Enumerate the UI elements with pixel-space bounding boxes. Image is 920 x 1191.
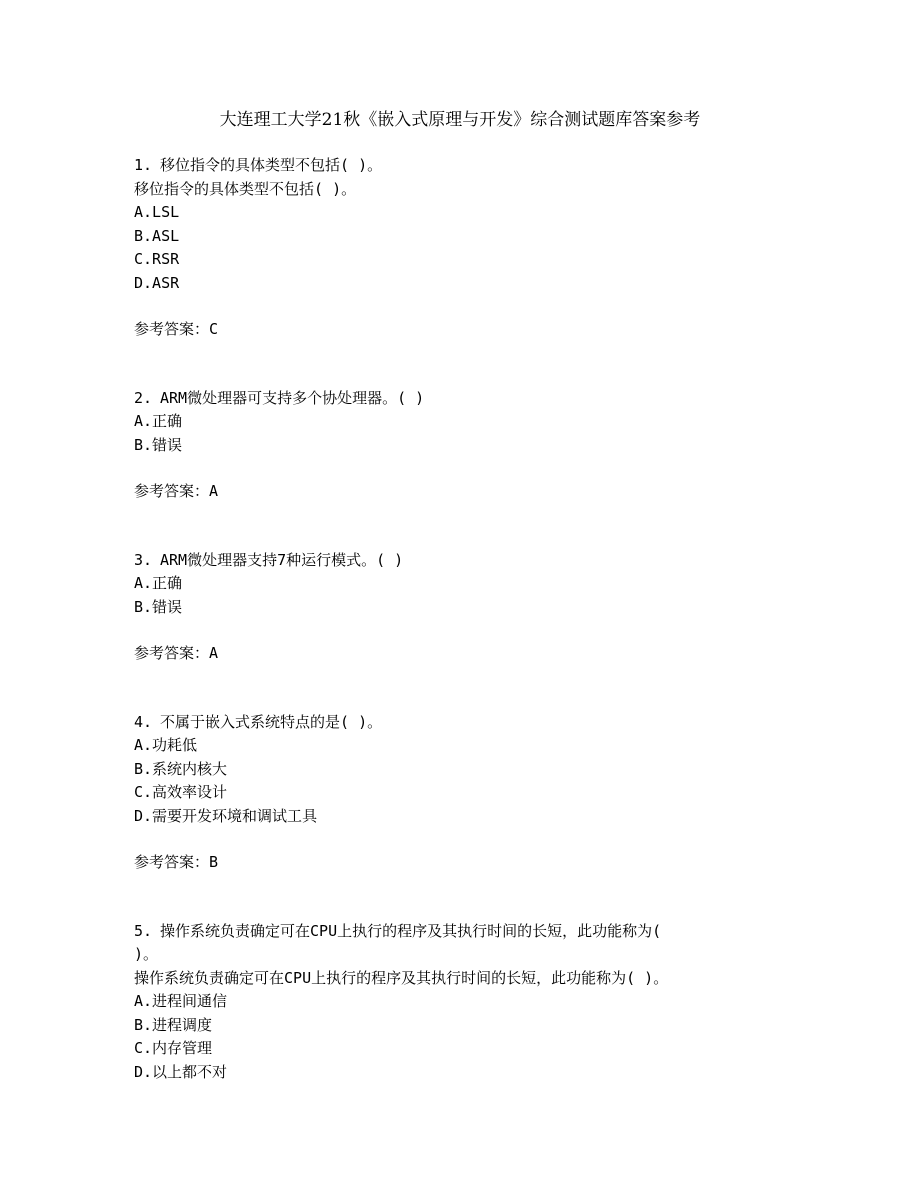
option-c: C.RSR: [134, 250, 180, 268]
option-b: B.ASL: [134, 226, 180, 245]
question-4: [134, 711, 794, 875]
question-text: 操作系统负责确定可在CPU上执行的程序及其执行时间的长短，此功能称为(: [160, 921, 662, 940]
question-list: [134, 154, 794, 1084]
option-a: A.LSL: [134, 203, 180, 221]
option-a: A.正确: [134, 574, 183, 592]
question-number: 3.: [134, 550, 153, 569]
question-stem: [134, 154, 794, 178]
question-3: [134, 549, 794, 666]
question-1: [134, 154, 794, 342]
reference-answer: 参考答案：B: [134, 853, 219, 871]
option-a: A.进程间通信: [134, 992, 228, 1010]
option-a: A.正确: [134, 412, 183, 430]
question-number: 1.: [134, 156, 153, 174]
question-stem: [134, 711, 794, 735]
option-b: B.错误: [134, 435, 183, 454]
question-stem: [134, 549, 794, 573]
option-b: B.进程调度: [134, 1015, 213, 1034]
option-d: D.以上都不对: [134, 1062, 228, 1081]
option-list: [134, 201, 794, 295]
question-5: [134, 920, 794, 1085]
question-restatement: 操作系统负责确定可在CPU上执行的程序及其执行时间的长短，此功能称为( )。: [134, 968, 669, 987]
reference-answer: 参考答案：A: [134, 482, 219, 500]
option-c: C.高效率设计: [134, 783, 228, 801]
question-restatement: 移位指令的具体类型不包括( )。: [134, 179, 357, 198]
reference-answer: 参考答案：A: [134, 644, 219, 662]
document-title: 大连理工大学21秋《嵌入式原理与开发》综合测试题库答案参考: [219, 110, 701, 130]
option-b: B.系统内核大: [134, 759, 228, 778]
question-text: 移位指令的具体类型不包括( )。: [160, 156, 383, 174]
question-2: [134, 387, 794, 504]
option-d: D.需要开发环境和调试工具: [134, 806, 318, 825]
question-text: 不属于嵌入式系统特点的是( )。: [160, 712, 383, 731]
option-list: [134, 990, 794, 1084]
question-text: ARM微处理器可支持多个协处理器。( ): [160, 388, 425, 407]
reference-answer: 参考答案：C: [134, 320, 219, 338]
question-number: 2.: [134, 388, 153, 407]
question-number: 5.: [134, 921, 153, 940]
option-d: D.ASR: [134, 273, 180, 292]
question-text: ARM微处理器支持7种运行模式。( ): [160, 550, 404, 569]
question-stem: [134, 920, 794, 944]
question-stem: [134, 387, 794, 411]
option-list: [134, 572, 794, 619]
option-b: B.错误: [134, 597, 183, 616]
question-stem-continued: )。: [134, 945, 159, 963]
option-a: A.功耗低: [134, 736, 198, 754]
option-c: C.内存管理: [134, 1039, 213, 1057]
question-number: 4.: [134, 712, 153, 731]
option-list: [134, 410, 794, 457]
option-list: [134, 734, 794, 828]
